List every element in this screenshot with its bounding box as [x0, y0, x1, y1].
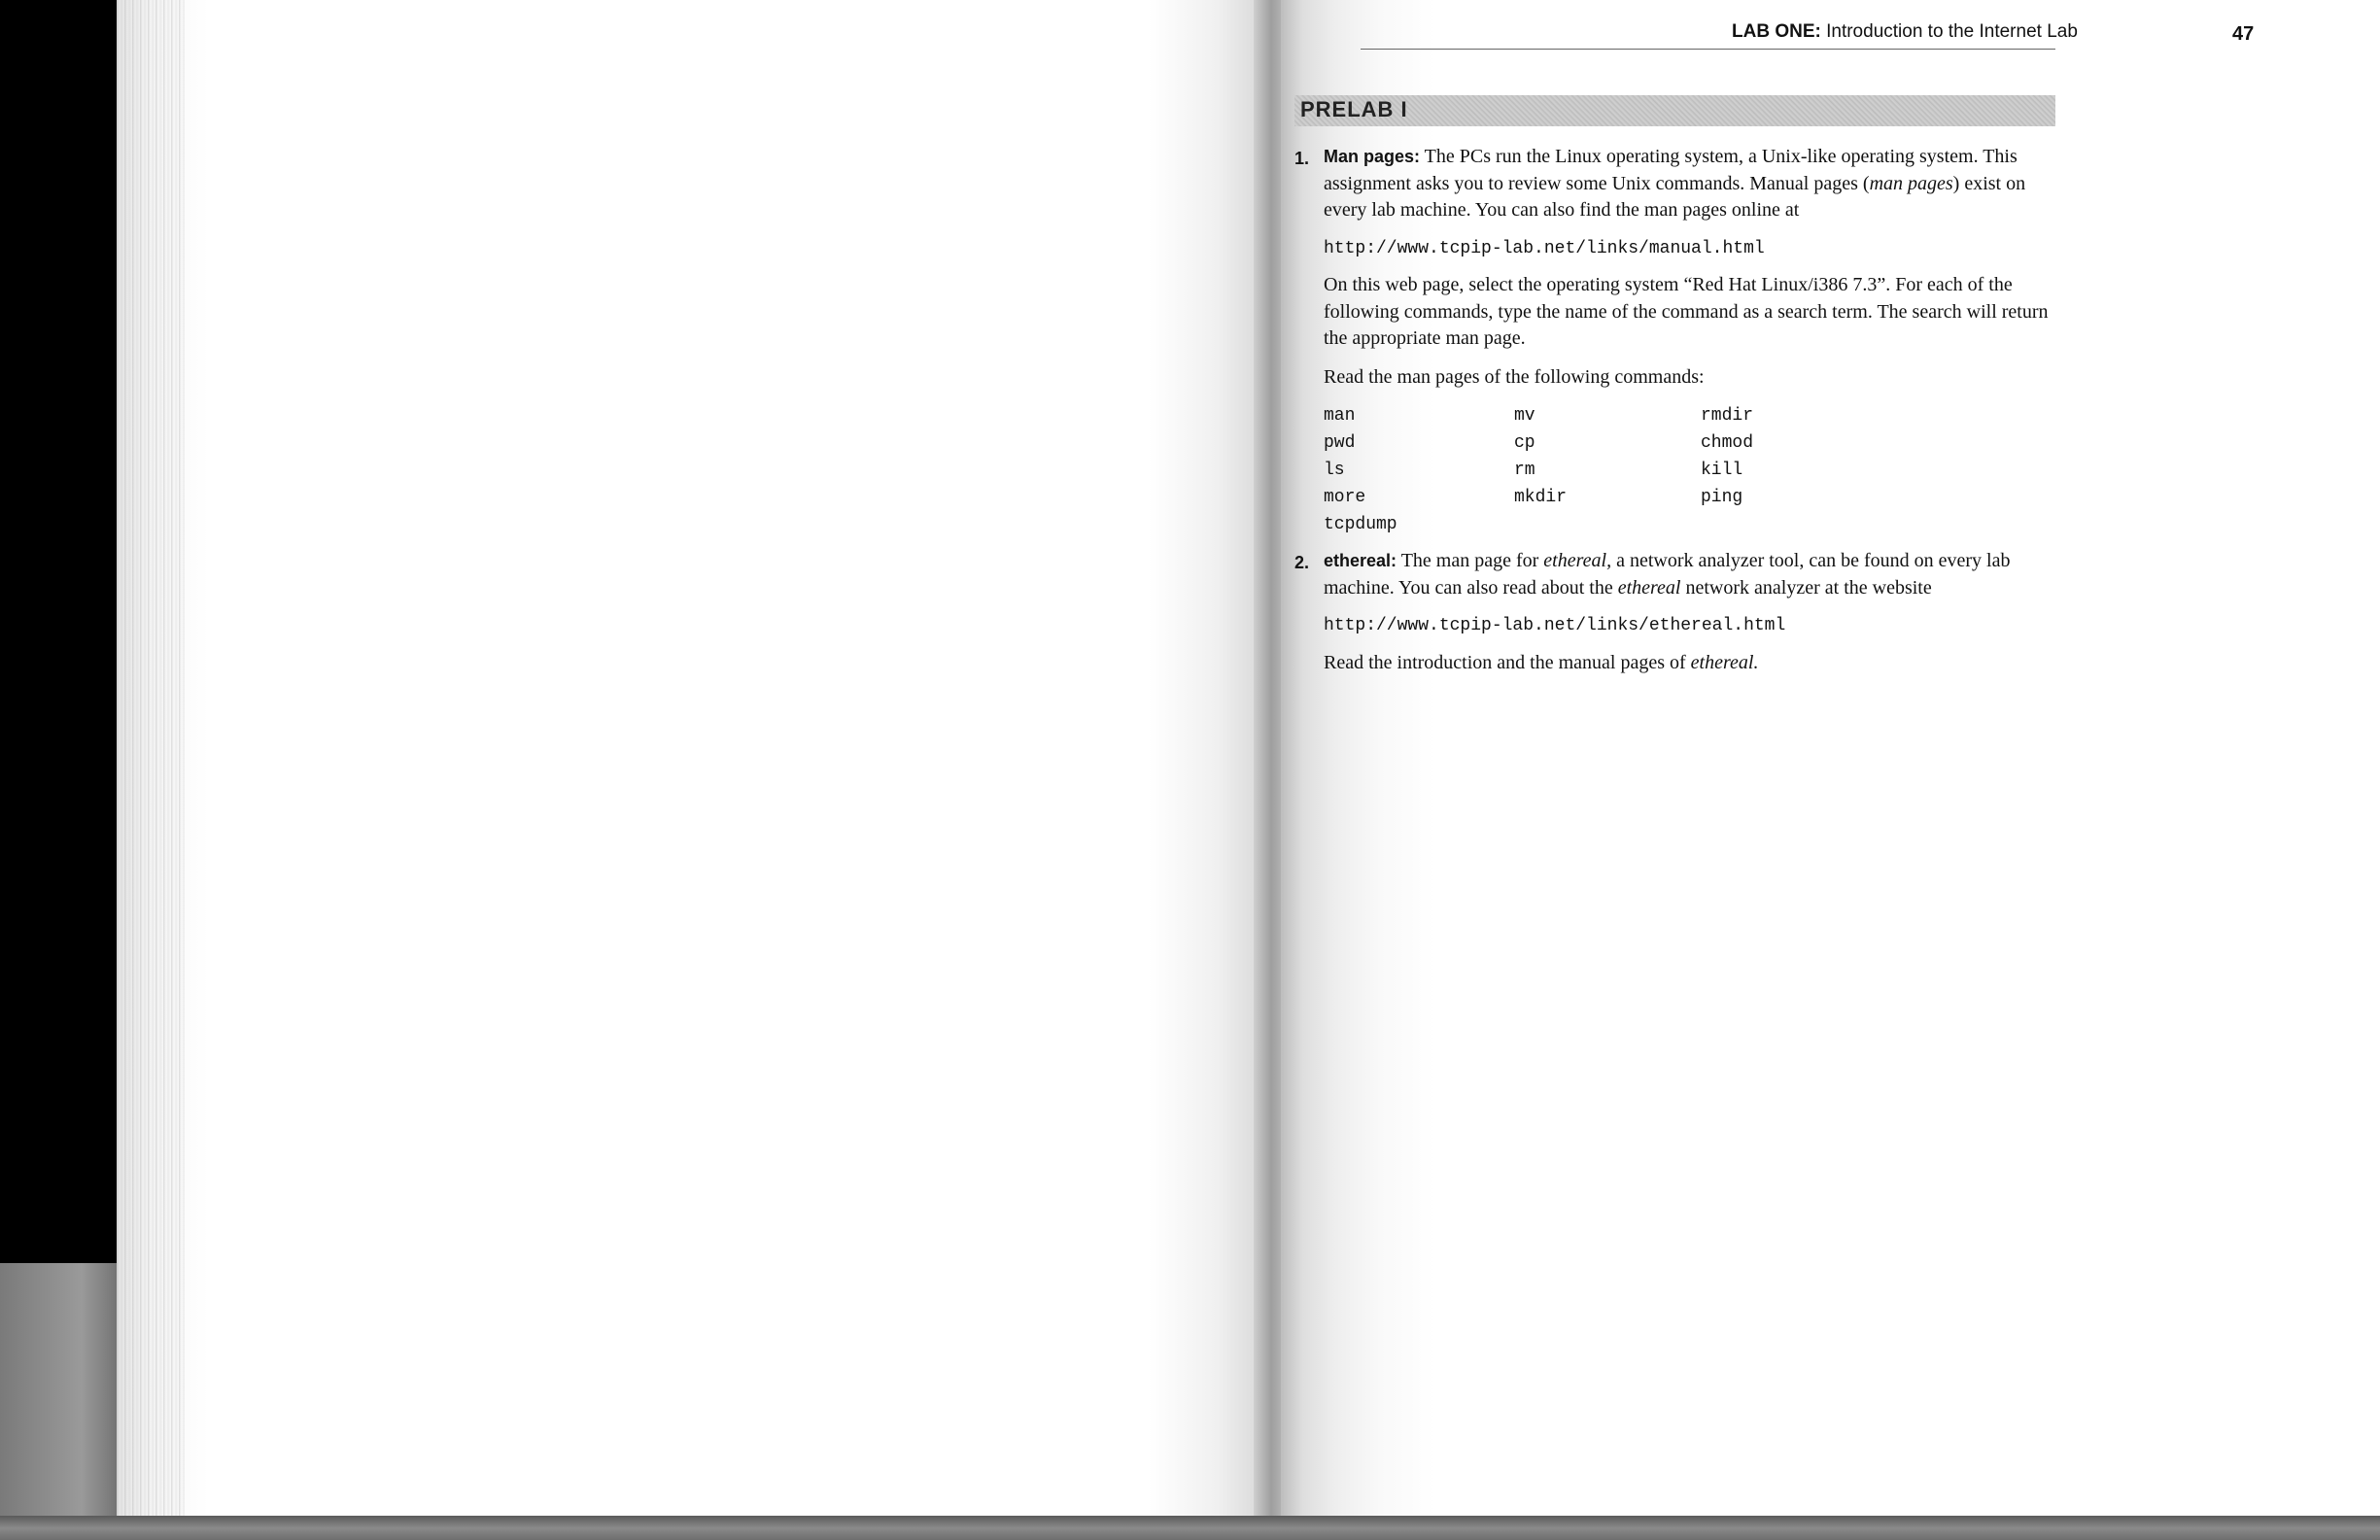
section-title-bar [1294, 95, 2055, 126]
command-cell: cp [1514, 433, 1535, 453]
ethereal-url: http://www.tcpip-lab.net/links/ethereal.html [1324, 616, 1786, 635]
page-content [1294, 144, 2062, 688]
list-item [1294, 548, 2062, 676]
item-number: 1. [1294, 149, 1310, 168]
item-text-italic: ethereal, [1543, 550, 1612, 571]
item-paragraph [1324, 548, 2062, 601]
item-text-mid: a network analyzer tool, can be found on every lab machine. You can also read about the [1324, 550, 2011, 599]
header-lab-label: LAB ONE: [1732, 21, 1821, 42]
left-page-edge [117, 0, 185, 1521]
item-text-italic: ethereal. [1690, 651, 1759, 673]
left-page-blank [117, 0, 1263, 1521]
command-table [1324, 402, 2062, 538]
item-text: The PCs run the Linux operating system, a Unix-like operating system. This assignment asks you to review some Unix commands. Manual pages ( [1324, 146, 2018, 194]
item-text: Read the introduction and the manual pages of [1324, 651, 1691, 673]
item-number: 2. [1294, 553, 1310, 572]
item-label: Man pages: [1324, 147, 1421, 166]
running-header [1732, 21, 2078, 43]
header-title: Introduction to the Internet Lab [1826, 21, 2078, 42]
command-cell: rm [1514, 461, 1535, 480]
command-cell: kill [1701, 461, 1743, 480]
scanner-bottom-edge [0, 1516, 2380, 1540]
page-number: 47 [2232, 23, 2255, 45]
item-text-end: ) exist on every lab machine. You can also find the man pages online at [1324, 172, 2026, 221]
item-text-italic-2: ethereal [1617, 576, 1681, 599]
item-text-italic: man pages [1869, 172, 1953, 194]
item-text-end: network analyzer at the website [1680, 576, 1932, 599]
command-cell: chmod [1701, 433, 1754, 453]
section-title: PRELAB I [1300, 97, 1408, 121]
manual-url: http://www.tcpip-lab.net/links/manual.html [1324, 238, 1765, 258]
item-paragraph-3: Read the man pages of the following commands: [1324, 365, 1705, 388]
command-cell: mkdir [1514, 488, 1568, 507]
command-cell: ping [1701, 488, 1743, 507]
command-cell: man [1324, 406, 1356, 426]
command-cell: rmdir [1701, 406, 1754, 426]
header-rule [1361, 49, 2055, 50]
command-cell: mv [1514, 406, 1535, 426]
item-paragraph [1324, 144, 2062, 224]
background-shadow [0, 1263, 136, 1540]
command-cell: more [1324, 488, 1366, 507]
command-cell: ls [1324, 461, 1345, 480]
list-item [1294, 144, 2062, 538]
item-paragraph-2: On this web page, select the operating system “Red Hat Linux/i386 7.3”. For each of the following commands, type the name of the command as a search term. The search will return the appropriate man page. [1324, 274, 2049, 349]
item-text: The man page for [1400, 550, 1544, 571]
item-label: ethereal: [1324, 551, 1397, 570]
command-cell: pwd [1324, 433, 1356, 453]
command-cell: tcpdump [1324, 515, 1397, 534]
item-paragraph-2 [1324, 650, 2062, 677]
